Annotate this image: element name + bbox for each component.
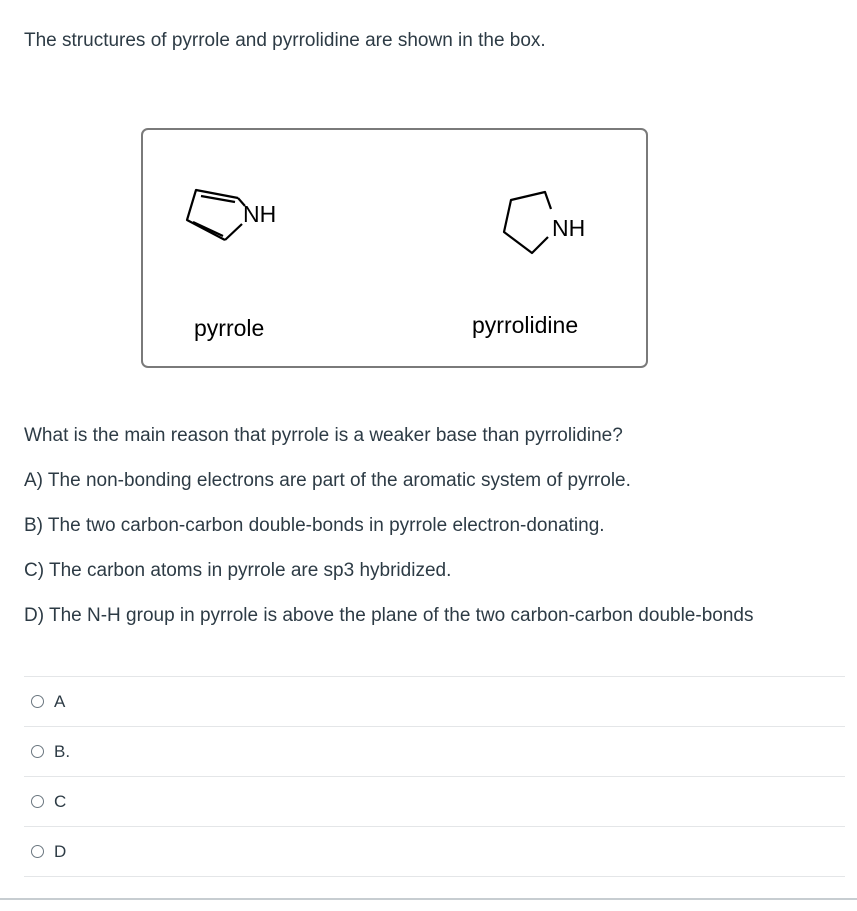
structures-figure: [143, 130, 650, 370]
question-prompt: What is the main reason that pyrrole is a weaker base than pyrrolidine?: [24, 425, 623, 446]
radio-button-a[interactable]: [31, 695, 44, 708]
radio-button-d[interactable]: [31, 845, 44, 858]
bottom-divider: [0, 898, 857, 900]
option-text-b: B) The two carbon-carbon double-bonds in pyrrole electron-donating.: [24, 515, 605, 536]
pyrrole-nh-label: NH: [243, 201, 277, 227]
answer-label-b: B.: [54, 741, 71, 761]
answer-choice-a[interactable]: [24, 677, 845, 727]
pyrrolidine-nh-label: NH: [552, 215, 586, 241]
pyrrole-name-label: pyrrole: [194, 315, 265, 341]
intro-text: The structures of pyrrole and pyrrolidine are shown in the box.: [24, 30, 546, 51]
question-block: [24, 424, 753, 649]
radio-button-b[interactable]: [31, 745, 44, 758]
answer-choice-b[interactable]: [24, 727, 845, 777]
answer-label-c: C: [54, 791, 67, 811]
pyrrole-structure: [187, 190, 276, 341]
answer-choice-d[interactable]: [24, 827, 845, 877]
option-text-d: D) The N-H group in pyrrole is above the plane of the two carbon-carbon double-bonds: [24, 605, 754, 626]
answer-label-a: A: [54, 691, 66, 711]
option-text-c: C) The carbon atoms in pyrrole are sp3 hybridized.: [24, 560, 452, 581]
option-text-a: A) The non-bonding electrons are part of the aromatic system of pyrrole.: [24, 470, 631, 491]
answer-choice-c[interactable]: [24, 777, 845, 827]
pyrrolidine-name-label: pyrrolidine: [472, 312, 579, 338]
answer-label-d: D: [54, 841, 67, 861]
answer-choices: [24, 676, 845, 877]
radio-button-c[interactable]: [31, 795, 44, 808]
structure-box: [141, 128, 648, 368]
pyrrolidine-structure: [472, 192, 585, 338]
